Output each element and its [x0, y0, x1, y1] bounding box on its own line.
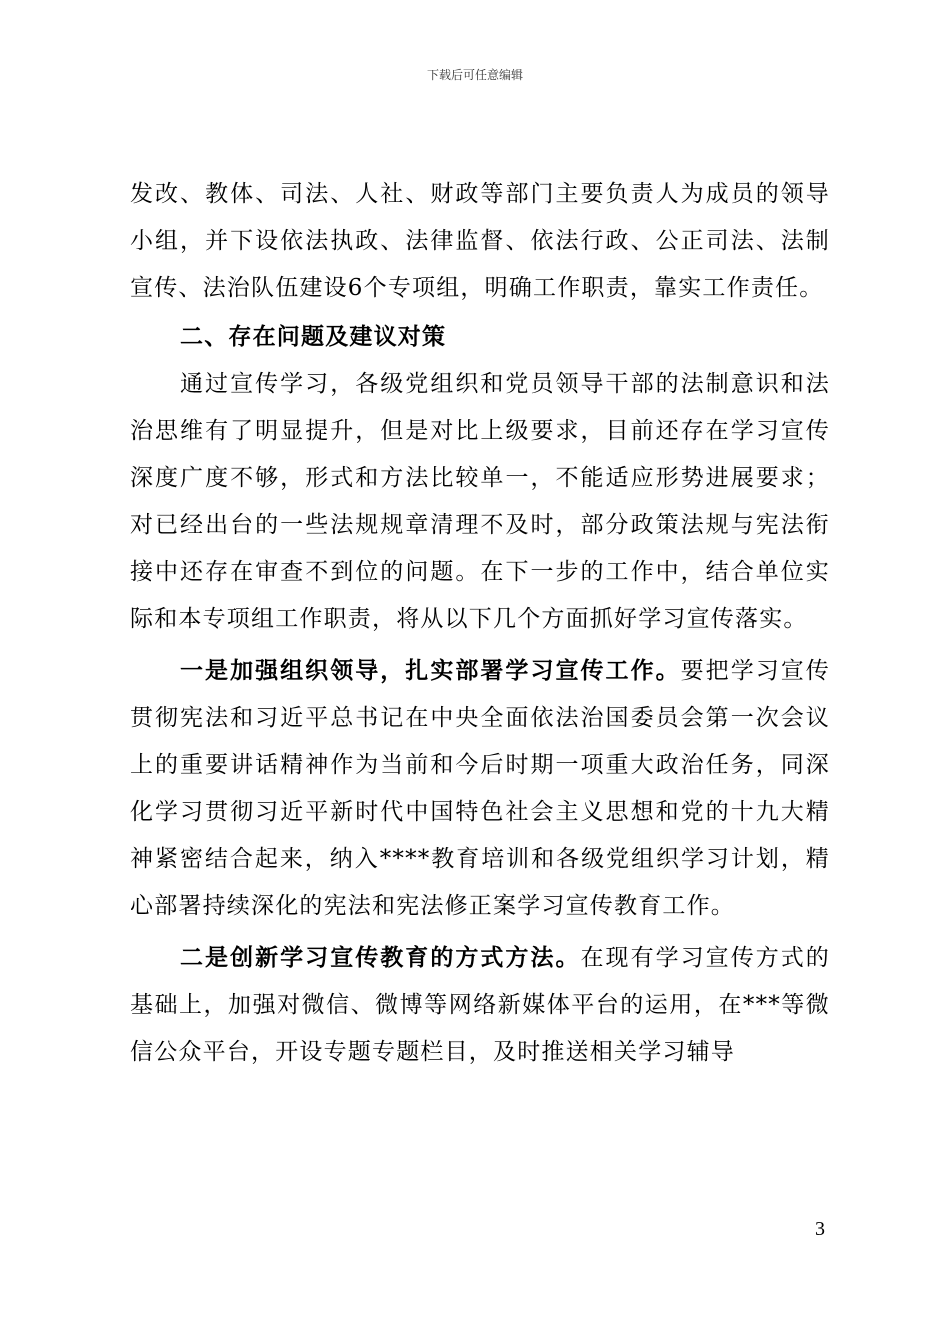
- measure-two-text: 在现有学习宣传方式的基础上，加强对微信、微博等网络新媒体平台的运用，在***等微信公众平台，开设专题专题栏目，及时推送相关学习辅导: [130, 945, 831, 1065]
- measure-two-lead: 二是创新学习宣传教育的方式方法。: [180, 944, 581, 971]
- page-header: 下载后可任意编辑: [426, 68, 523, 82]
- paragraph-continued: 发改、教体、司法、人社、财政等部门主要负责人为成员的领导小组，并下设依法执政、法律监督、依法行政、公正司法、法制宣传、法治队伍建设6个专项组，明确工作职责，靠实工作责任。: [130, 181, 830, 301]
- document-body: [130, 171, 830, 1076]
- measure-one-lead: 一是加强组织领导，扎实部署学习宣传工作。: [180, 657, 681, 684]
- paragraph-measure-two: [130, 934, 830, 1076]
- paragraph-problems: 通过宣传学习，各级党组织和党员领导干部的法制意识和法治思维有了明显提升，但是对比上级要求，目前还存在学习宣传深度广度不够，形式和方法比较单一，不能适应形势进展要求；对已经出台的一些法规规章清理不及时，部分政策法规与宪法衔接中还存在审查不到位的问题。在下一步的工作中，结合单位实际和本专项组工作职责，将从以下几个方面抓好学习宣传落实。: [130, 371, 830, 632]
- measure-one-text: 要把学习宣传贯彻宪法和习近平总书记在中央全面依法治国委员会第一次会议上的重要讲话精神作为当前和今后时期一项重大政治任务，同深化学习贯彻习近平新时代中国特色社会主义思想和党的十九大精神紧密结合起来，纳入****教育培训和各级党组织学习计划，精心部署持续深化的宪法和宪法修正案学习宣传教育工作。: [130, 658, 831, 919]
- paragraph-measure-one: [130, 647, 830, 930]
- page-number: 3: [815, 1218, 825, 1240]
- section-heading: 二、存在问题及建议对策: [180, 324, 447, 350]
